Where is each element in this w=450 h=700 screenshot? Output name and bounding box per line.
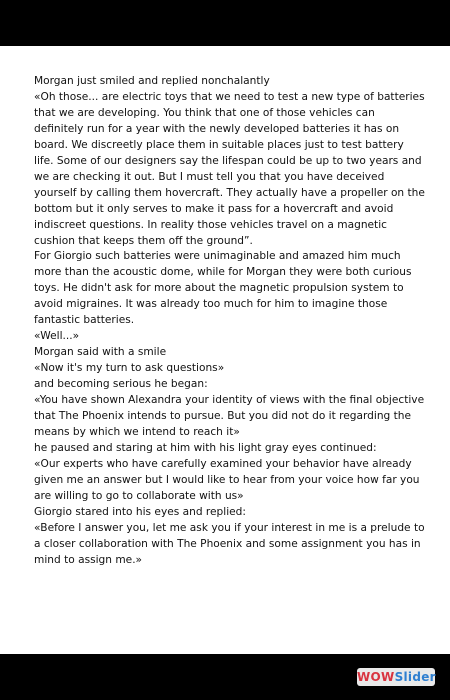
paragraph-12: «Before I answer you, let me ask you if your interest in me is a prelude to a closer collaboration with The Phoenix and some assignment you has in mind to assign me.» [34, 521, 425, 566]
watermark-slider: Slider [394, 670, 436, 684]
document-text [34, 74, 426, 569]
paragraph-11: Giorgio stared into his eyes and replied: [34, 505, 246, 518]
paragraph-2: «Oh those... are electric toys that we need to test a new type of batteries that we are developing. You think that one of those vehicles can definitely run for a year with the newly developed batteries it has on board. We discreetly place them in suitable places just to test battery life. Some of our designers say the lifespan could be up to two years and we are checking it out. But I must tell you that you have deceived yourself by calling them hovercraft. They actually have a propeller on the bottom but it only serves to make it pass for a hovercraft and avoid indiscreet questions. In reality those vehicles travel on a magnetic cushion that keeps them off the ground”. [34, 90, 425, 247]
wowslider-watermark[interactable] [357, 668, 435, 686]
paragraph-8: «You have shown Alexandra your identity of views with the final objective that The Phoenix intends to pursue. But you did not do it regarding the means by which we intend to reach it» [34, 394, 425, 438]
paragraph-4: «Well...» [34, 330, 80, 343]
paragraph-10: «Our experts who have carefully examined your behavior have already given me an answer but I would like to hear from your voice how far you are willing to go to collaborate with us» [34, 457, 420, 502]
document-page [0, 46, 450, 654]
paragraph-3: For Giorgio such batteries were unimaginable and amazed him much more than the acoustic dome, while for Morgan they were both curious toys. He didn't ask for more about the magnetic propulsion system to avoid migraines. It was already too much for him to imagine those fantastic batteries. [34, 250, 412, 327]
paragraph-6: «Now it's my turn to ask questions» [34, 362, 225, 375]
paragraph-1: Morgan just smiled and replied nonchalantly [34, 75, 270, 87]
paragraph-7: and becoming serious he began: [34, 378, 208, 391]
watermark-wow: WOW [357, 670, 395, 684]
paragraph-9: he paused and staring at him with his light gray eyes continued: [34, 441, 377, 454]
paragraph-5: Morgan said with a smile [34, 346, 167, 359]
top-black-bar [0, 0, 450, 46]
